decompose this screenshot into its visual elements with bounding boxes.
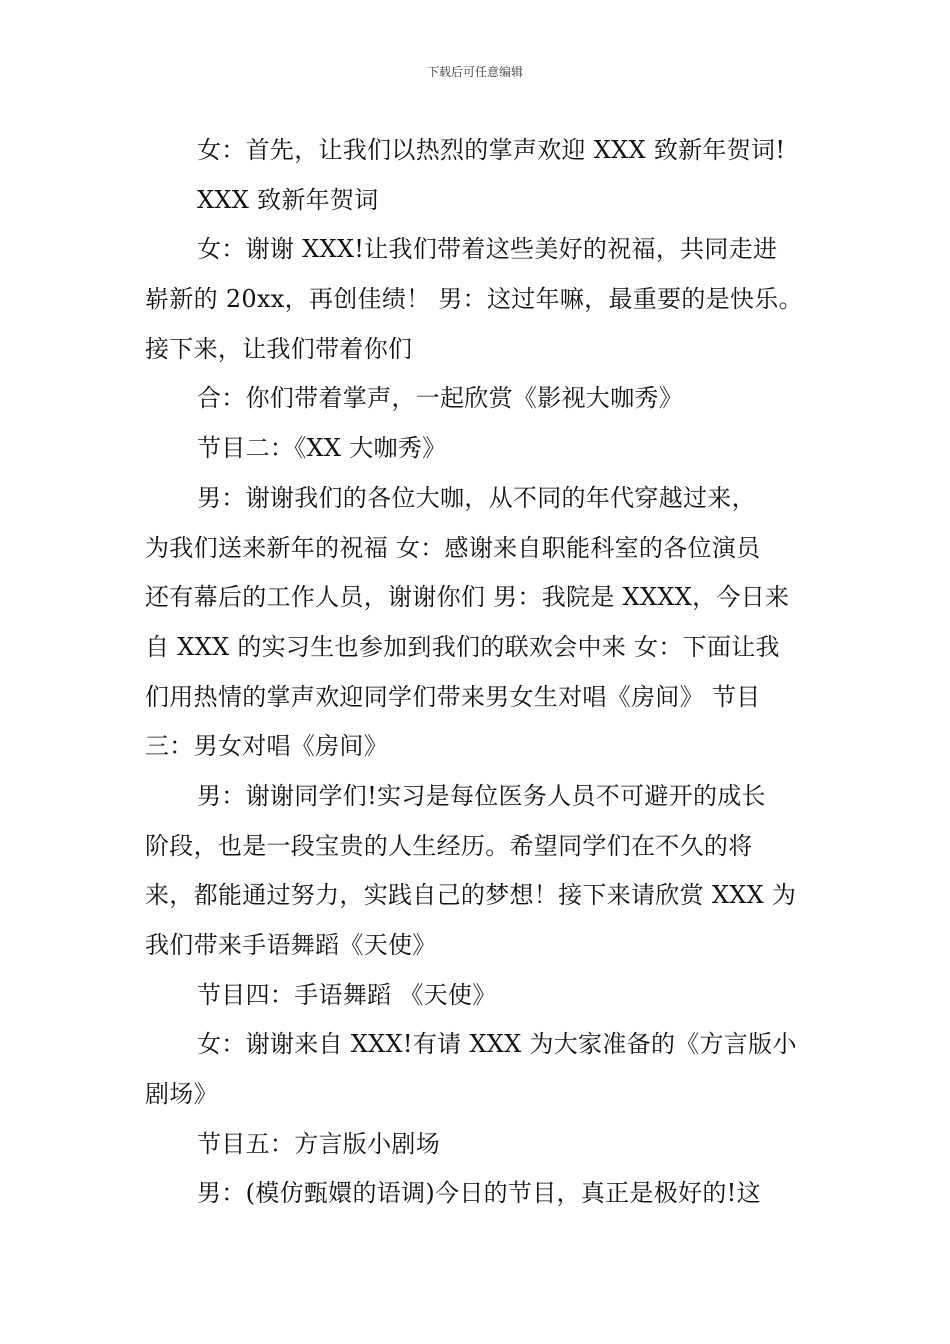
text-line: 自 XXX 的实习生也参加到我们的联欢会中来 女：下面让我 (145, 632, 780, 661)
text-line: 剧场》 (145, 1080, 218, 1109)
text-line: XXX 致新年贺词 (197, 185, 379, 214)
text-line: 节目四：手语舞蹈 《天使》 (197, 980, 497, 1009)
page-header: 下载后可任意编辑 (426, 65, 523, 79)
text-line: 崭新的 20xx，再创佳绩！ 男：这过年嘛，最重要的是快乐。 (145, 285, 803, 314)
document-body (145, 126, 835, 1219)
text-line: 阶段，也是一段宝贵的人生经历。希望同学们在不久的将 (145, 831, 753, 860)
text-line: 女：谢谢来自 XXX!有请 XXX 为大家准备的《方言版小 (197, 1030, 797, 1059)
text-line: 男：谢谢同学们!实习是每位医务人员不可避开的成长 (197, 781, 766, 810)
text-line: 男：谢谢我们的各位大咖，从不同的年代穿越过来， (197, 483, 756, 512)
text-line: 合：你们带着掌声，一起欣赏《影视大咖秀》 (197, 384, 683, 413)
text-line: 女：首先，让我们以热烈的掌声欢迎 XXX 致新年贺词! (197, 136, 786, 164)
text-line: 还有幕后的工作人员，谢谢你们 男：我院是 XXXX，今日来 (145, 583, 790, 612)
text-line: 接下来，让我们带着你们 (145, 334, 413, 363)
text-line: 女：谢谢 XXX!让我们带着这些美好的祝福，共同走进 (197, 235, 778, 264)
text-line: 节目五：方言版小剧场 (197, 1129, 440, 1158)
text-line: 来，都能通过努力，实践自己的梦想！接下来请欣赏 XXX 为 (145, 881, 797, 910)
text-line: 们用热情的掌声欢迎同学们带来男女生对唱《房间》 节目 (145, 682, 761, 711)
text-line: 我们带来手语舞蹈《天使》 (145, 931, 437, 959)
text-line: 节目二：《XX 大咖秀》 (197, 434, 447, 463)
text-line: 为我们送来新年的祝福 女：感谢来自职能科室的各位演员 (145, 533, 761, 562)
text-line: 三：男女对唱《房间》 (145, 732, 388, 761)
text-line: 男：(模仿甄嬛的语调)今日的节目，真正是极好的!这 (197, 1179, 761, 1208)
